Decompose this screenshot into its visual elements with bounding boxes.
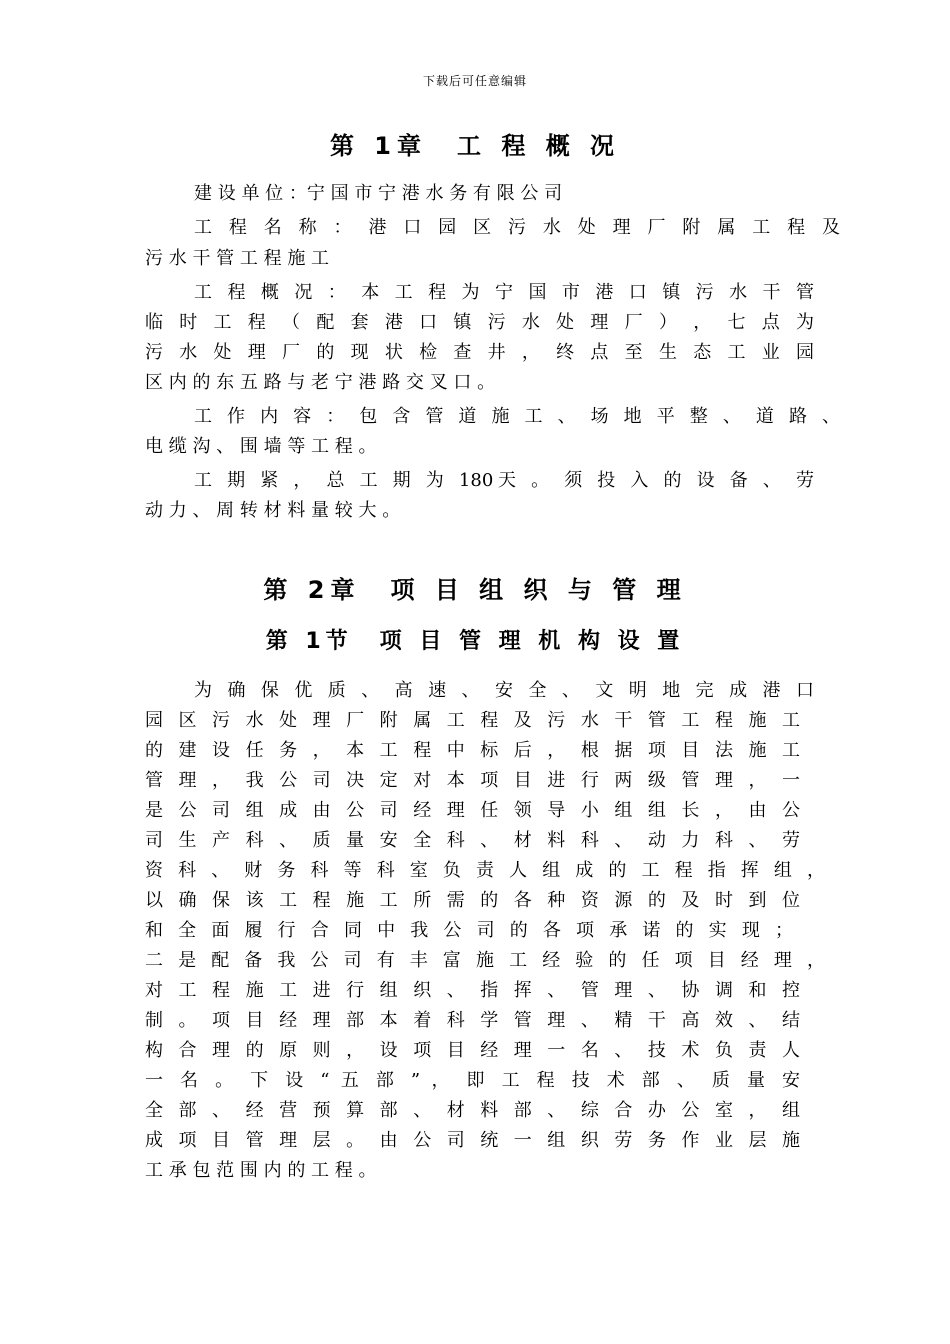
paragraph-line: 的 建 设 任 务 ， 本 工 程 中 标 后 ， 根 据 项 目 法 施 工 [145,740,800,761]
paragraph-line: 建 设 单 位 ：宁 国 市 宁 港 水 务 有 限 公 司 [194,183,563,204]
paragraph-line: 动 力 、 周 转 材 料 量 较 大 。 [145,500,401,521]
paragraph-line: 电 缆 沟 、 围 墙 等 工 程 。 [145,436,377,457]
paragraph-line: 和 全 面 履 行 合 同 中 我 公 司 的 各 项 承 诺 的 实 现 ； [145,920,793,941]
page-header: 下载后可任意编辑 [422,74,527,88]
paragraph-line: 工 承 包 范 围 内 的 工 程 。 [145,1160,377,1181]
paragraph-line: 资 科 、 财 务 科 等 科 室 负 责 人 组 成 的 工 程 指 挥 组 ， [145,860,825,881]
paragraph-line: 对 工 程 施 工 进 行 组 织 、 指 挥 、 管 理 、 协 调 和 控 [145,980,800,1001]
paragraph-line: 管 理 ， 我 公 司 决 定 对 本 项 目 进 行 两 级 管 理 ， 一 [145,770,800,791]
paragraph-line: 工 作 内 容 ： 包 含 管 道 施 工 、 场 地 平 整 、 道 路 、 [194,406,840,427]
paragraph-line: 构 合 理 的 原 则 ， 设 项 目 经 理 一 名 、 技 术 负 责 人 [145,1040,800,1061]
paragraph-line: 污 水 干 管 工 程 施 工 [145,248,330,269]
paragraph-line: 临 时 工 程 （ 配 套 港 口 镇 污 水 处 理 厂 ） ， 七 点 为 [145,312,814,333]
paragraph-line: 工 程 名 称 ： 港 口 园 区 污 水 处 理 厂 附 属 工 程 及 [194,217,840,238]
paragraph-line: 园 区 污 水 处 理 厂 附 属 工 程 及 污 水 干 管 工 程 施 工 [145,710,800,731]
paragraph-line: 工 程 概 况 ： 本 工 程 为 宁 国 市 港 口 镇 污 水 干 管 [194,282,814,303]
chapter-2-title: 第 2章 项 目 组 织 与 管 理 [263,576,687,604]
paragraph-line: 以 确 保 该 工 程 施 工 所 需 的 各 种 资 源 的 及 时 到 位 [145,890,800,911]
paragraph-line: 二 是 配 备 我 公 司 有 丰 富 施 工 经 验 的 任 项 目 经 理 ， [145,950,825,971]
paragraph-line: 一 名 。 下 设 “ 五 部 ” ， 即 工 程 技 术 部 、 质 量 安 [145,1070,800,1091]
paragraph-line: 工 期 紧 ， 总 工 期 为 180天 。 须 投 入 的 设 备 、 劳 [194,470,814,491]
paragraph-line: 成 项 目 管 理 层 。 由 公 司 统 一 组 织 劳 务 作 业 层 施 [145,1130,800,1151]
paragraph-line: 是 公 司 组 成 由 公 司 经 理 任 领 导 小 组 组 长 ， 由 公 [145,800,800,821]
section-1-title: 第 1节 项 目 管 理 机 构 设 置 [265,629,685,654]
chapter-1-title: 第 1章 工 程 概 况 [329,132,621,160]
paragraph-line: 污 水 处 理 厂 的 现 状 检 查 井 ， 终 点 至 生 态 工 业 园 [145,342,814,363]
paragraph-line: 全 部 、 经 营 预 算 部 、 材 料 部 、 综 合 办 公 室 ， 组 [145,1100,800,1121]
paragraph-line: 区 内 的 东 五 路 与 老 宁 港 路 交 叉 口 。 [145,372,496,393]
paragraph-line: 司 生 产 科 、 质 量 安 全 科 、 材 料 科 、 动 力 科 、 劳 [145,830,800,851]
paragraph-line: 为 确 保 优 质 、 高 速 、 安 全 、 文 明 地 完 成 港 口 [194,680,814,701]
paragraph-line: 制 。 项 目 经 理 部 本 着 科 学 管 理 、 精 干 高 效 、 结 [145,1010,800,1031]
